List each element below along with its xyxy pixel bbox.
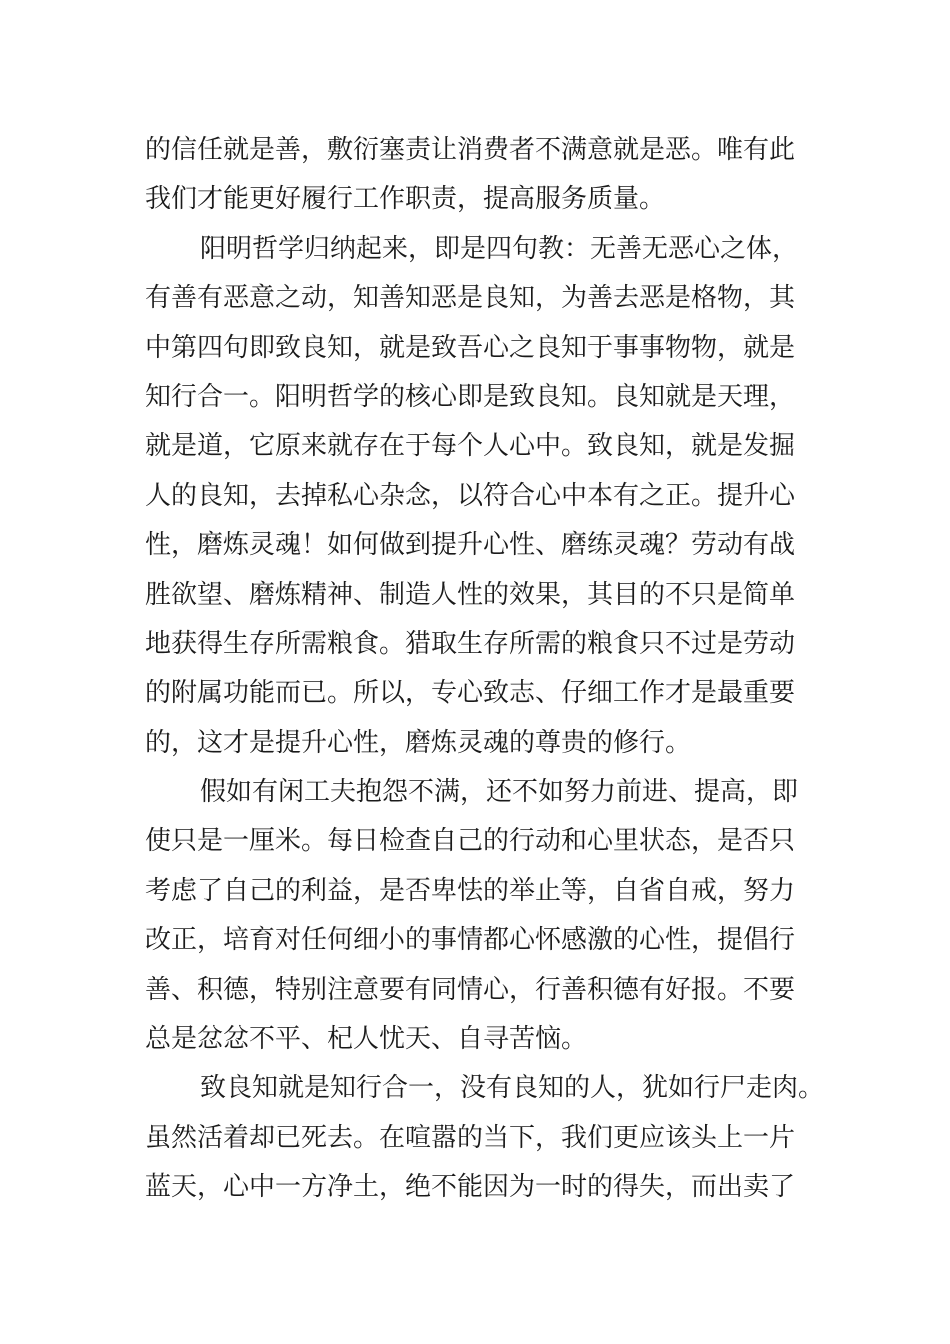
paragraph-start-line: 阳明哲学归纳起来，即是四句教：无善无恶心之体， [200,233,799,264]
text-line: 性，磨炼灵魂！如何做到提升心性、磨练灵魂？劳动有战 [145,530,796,561]
text-line: 的信任就是善，敷衍塞责让消费者不满意就是恶。唯有此 [145,135,796,165]
paragraph-start-line: 假如有闲工夫抱怨不满，还不如努力前进、提高，即 [200,777,799,808]
text-line: 使只是一厘米。每日检查自己的行动和心里状态，是否只 [145,826,796,857]
text-line: 就是道，它原来就存在于每个人心中。致良知，就是发掘 [145,431,796,462]
paragraph-start-line: 致良知就是知行合一，没有良知的人，犹如行尸走肉。 [200,1073,825,1104]
text-line: 考虑了自己的利益，是否卑怯的举止等，自省自戒，努力 [145,875,796,906]
text-line: 的，这才是提升心性，磨炼灵魂的尊贵的修行。 [145,727,692,758]
text-line: 蓝天，心中一方净土，绝不能因为一时的得失，而出卖了 [145,1172,796,1203]
text-line: 知行合一。阳明哲学的核心即是致良知。良知就是天理， [145,381,796,412]
text-line: 总是忿忿不平、杞人忧天、自寻苦恼。 [145,1024,588,1055]
text-line: 虽然活着却已死去。在喧嚣的当下，我们更应该头上一片 [145,1122,796,1153]
text-line: 改正，培育对任何细小的事情都心怀感激的心性，提倡行 [145,925,796,956]
body-text [145,126,825,1213]
text-line: 人的良知，去掉私心杂念，以符合心中本有之正。提升心 [145,480,796,511]
text-line: 胜欲望、磨炼精神、制造人性的效果，其目的不只是简单 [145,579,796,610]
text-line: 有善有恶意之动，知善知恶是良知，为善去恶是格物，其 [145,283,796,314]
text-line: 中第四句即致良知，就是致吾心之良知于事事物物，就是 [145,332,796,363]
text-line: 地获得生存所需粮食。猎取生存所需的粮食只不过是劳动 [145,628,796,659]
text-line: 的附属功能而已。所以，专心致志、仔细工作才是最重要 [145,678,796,709]
text-line: 善、积德，特别注意要有同情心，行善积德有好报。不要 [145,974,796,1005]
text-line: 我们才能更好履行工作职责，提高服务质量。 [145,184,666,215]
